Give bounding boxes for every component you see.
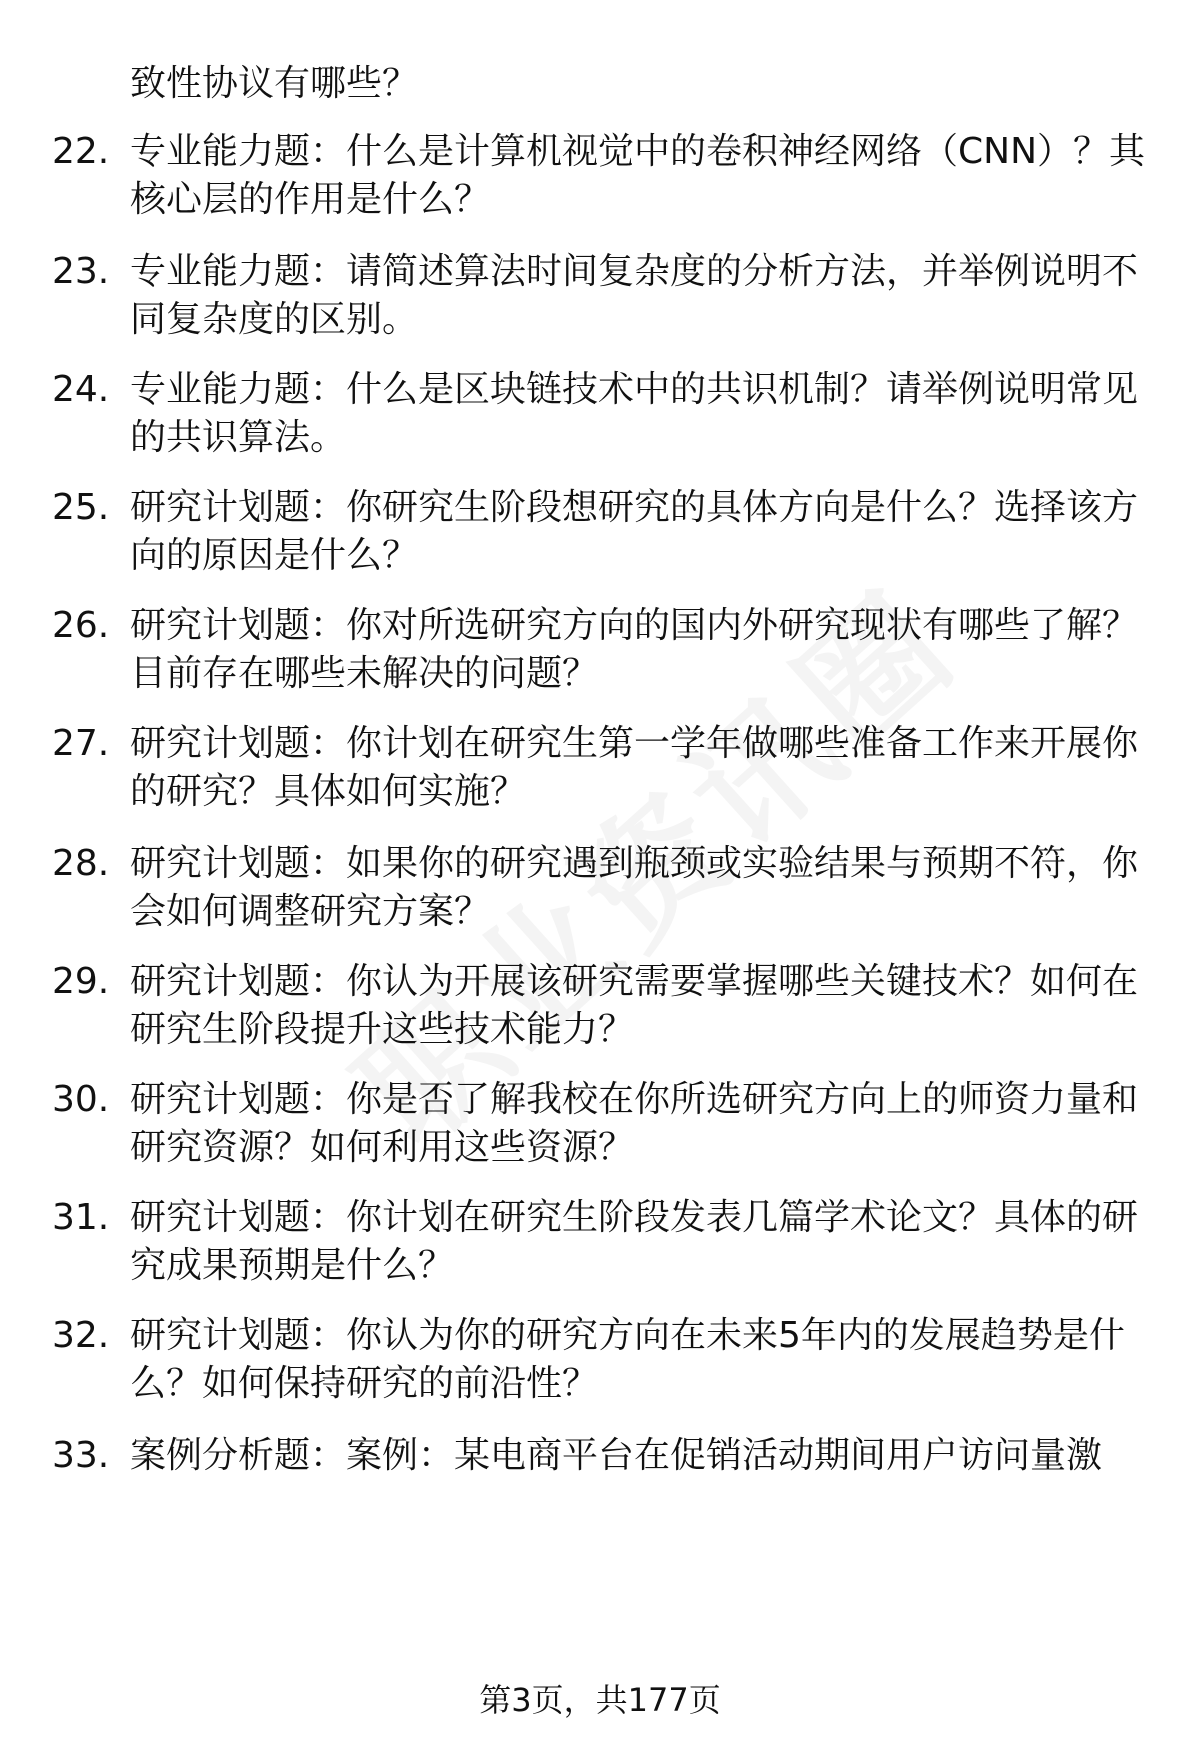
question-text: 专业能力题：什么是计算机视觉中的卷积神经网络（CNN）？其核心层的作用是什么？ <box>130 131 1145 220</box>
page-footer: 第3页，共177页 <box>479 1681 721 1719</box>
question-text: 专业能力题：请简述算法时间复杂度的分析方法，并举例说明不同复杂度的区别。 <box>130 251 1139 340</box>
continuation-text: 致性协议有哪些？ <box>130 63 419 104</box>
question-number: 26. <box>52 605 110 646</box>
question-text: 研究计划题：你研究生阶段想研究的具体方向是什么？选择该方向的原因是什么？ <box>130 487 1139 576</box>
question-number: 27. <box>52 723 110 764</box>
question-text: 研究计划题：你是否了解我校在你所选研究方向上的师资力量和研究资源？如何利用这些资源？ <box>130 1079 1139 1168</box>
question-number: 22. <box>52 131 110 172</box>
question-text: 研究计划题：如果你的研究遇到瓶颈或实验结果与预期不符，你会如何调整研究方案？ <box>130 843 1139 932</box>
question-text: 研究计划题：你计划在研究生第一学年做哪些准备工作来开展你的研究？具体如何实施？ <box>130 723 1139 812</box>
question-number: 32. <box>52 1315 110 1356</box>
question-text: 研究计划题：你计划在研究生阶段发表几篇学术论文？具体的研究成果预期是什么？ <box>130 1197 1139 1286</box>
question-number: 24. <box>52 369 110 410</box>
question-text: 案例分析题：案例：某电商平台在促销活动期间用户访问量激 <box>130 1435 1103 1476</box>
question-number: 31. <box>52 1197 110 1238</box>
question-number: 33. <box>52 1435 110 1476</box>
question-text: 专业能力题：什么是区块链技术中的共识机制？请举例说明常见的共识算法。 <box>130 369 1139 458</box>
question-number: 23. <box>52 251 110 292</box>
question-number: 30. <box>52 1079 110 1120</box>
question-number: 28. <box>52 843 110 884</box>
question-text: 研究计划题：你认为开展该研究需要掌握哪些关键技术？如何在研究生阶段提升这些技术能力？ <box>130 961 1139 1050</box>
question-number: 25. <box>52 487 110 528</box>
question-text: 研究计划题：你对所选研究方向的国内外研究现状有哪些了解？目前存在哪些未解决的问题？ <box>130 605 1139 694</box>
question-text: 研究计划题：你认为你的研究方向在未来5年内的发展趋势是什么？如何保持研究的前沿性？ <box>130 1315 1125 1404</box>
question-number: 29. <box>52 961 110 1002</box>
